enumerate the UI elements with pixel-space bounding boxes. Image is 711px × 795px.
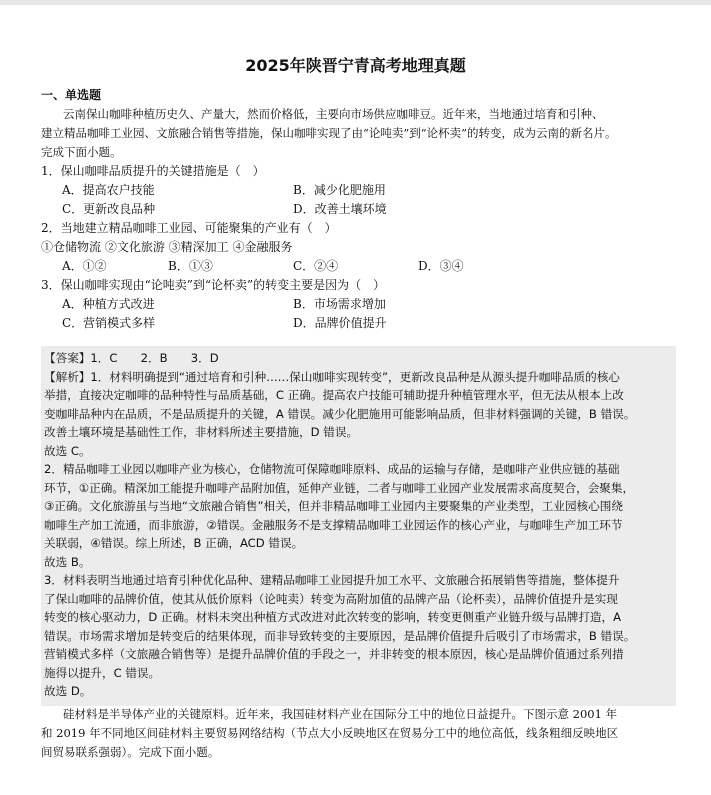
page-title: 2025年陕晋宁青高考地理真题 [245, 56, 466, 75]
analysis-line: 施得以提升，C 错误。 [44, 666, 161, 680]
question-1-option-c: C．更新改良品种 [62, 202, 156, 216]
analysis-line: 故选 B。 [44, 555, 91, 569]
question-2-option-c: C．②④ [293, 259, 339, 273]
question-1-stem: 1．保山咖啡品质提升的关键措施是（ ） [41, 164, 265, 178]
analysis-line: 了保山咖啡的品牌价值，使其从低价原料（论吨卖）转变为高附加值的品牌产品（论杯卖），品牌价值提升是实现 [44, 592, 618, 606]
analysis-line: 2．精品咖啡工业园以咖啡产业为核心，仓储物流可保障咖啡原料、成品的运输与存储，是咖啡产业供应链的基础 [44, 462, 620, 476]
next-intro-line-2: 和 2019 年不同地区间硅材料主要贸易网络结构（节点大小反映地区在贸易分工中的地位高低，线条粗细反映地区 [41, 726, 619, 740]
analysis-line: 关联弱，④错误。综上所述，B 正确，ACD 错误。 [44, 536, 304, 550]
section-heading: 一、单选题 [41, 88, 102, 102]
analysis-line: 环节，①正确。精深加工能提升咖啡产品附加值，延伸产业链，二者与咖啡工业园产业发展需求高度契合，会聚集， [44, 481, 635, 495]
next-intro-line-3: 间贸易联系强弱）。完成下面小题。 [41, 745, 220, 759]
analysis-line: 【解析】1．材料明确提到“通过培育和引种……保山咖啡实现转变”，更新改良品种是从源头提升咖啡品质的核心 [44, 370, 620, 384]
question-2-option-a: A．①② [62, 259, 107, 273]
analysis-line: 改善土壤环境是基础性工作，非材料所述主要措施，D 错误。 [44, 425, 359, 439]
intro-line-1: 云南保山咖啡种植历史久、产量大，然而价格低，主要向市场供应咖啡豆。近年来，当地通过培育和引种、 [63, 107, 604, 121]
question-3-option-a: A．种植方式改进 [62, 297, 155, 311]
intro-line-3: 完成下面小题。 [41, 145, 122, 159]
answer-line: 【答案】1．C 2．B 3．D [44, 351, 219, 365]
top-scroll-strip [0, 0, 711, 5]
question-1-option-b: B．减少化肥施用 [293, 183, 386, 197]
question-3-option-d: D．品牌价值提升 [293, 316, 387, 330]
question-2-option-d: D．③④ [418, 259, 464, 273]
analysis-line: 故选 C。 [44, 444, 91, 458]
question-3-option-c: C．营销模式多样 [62, 316, 156, 330]
next-intro-line-1: 硅材料是半导体产业的关键原料。近年来，我国硅材料产业在国际分工中的地位日益提升。下图示意 2001 年 [63, 707, 618, 721]
question-1-option-d: D．改善土壤环境 [293, 202, 387, 216]
analysis-line: 转变的核心驱动力，D 正确。材料未突出种植方式改进对此次转变的影响，转变更侧重产业链升级与品牌打造，A [44, 610, 622, 624]
analysis-line: 咖啡生产加工流通，而非旅游，②错误。金融服务不是支撑精品咖啡工业园运作的核心产业，与咖啡生产加工环节 [44, 518, 623, 532]
question-3-stem: 3．保山咖啡实现由“论吨卖”到“论杯卖”的转变主要是因为（ ） [41, 278, 386, 292]
question-2-option-b: B．①③ [168, 259, 213, 273]
analysis-line: 错误。市场需求增加是转变后的结果体现，而非导致转变的主要原因，是品牌价值提升后吸引了市场需求，B 错误。 [44, 629, 636, 643]
analysis-line: 3．材料表明当地通过培育引种优化品种、建精品咖啡工业园提升加工水平、文旅融合拓展销售等措施，整体提升 [44, 573, 620, 587]
question-2-choices: ①仓储物流 ②文化旅游 ③精深加工 ④金融服务 [41, 240, 293, 254]
question-1-option-a: A．提高农户技能 [62, 183, 155, 197]
analysis-line: 故选 D。 [44, 684, 92, 698]
analysis-line: 举措，直接决定咖啡的品种特性与品质基础，C 正确。提高农户技能可辅助提升种植管理水平，但无法从根本上改 [44, 388, 624, 402]
analysis-line: 变咖啡品种内在品质，不是品质提升的关键，A 错误。减少化肥施用可能影响品质，但非材料强调的关键，B 错误。 [44, 407, 636, 421]
question-3-option-b: B．市场需求增加 [293, 297, 386, 311]
analysis-line: ③正确。文化旅游虽与当地“文旅融合销售”相关，但并非精品咖啡工业园内主要聚集的产业类型，工业园核心围绕 [44, 499, 623, 513]
analysis-line: 营销模式多样（文旅融合销售等）是提升品牌价值的手段之一，并非转变的根本原因，核心是品牌价值通过系列措 [44, 647, 624, 661]
question-2-stem: 2．当地建立精品咖啡工业园、可能聚集的产业有（ ） [41, 221, 337, 235]
intro-line-2: 建立精品咖啡工业园、文旅融合销售等措施，保山咖啡实现了由“论吨卖”到“论杯卖”的转变，成为云南的新名片。 [41, 126, 617, 140]
